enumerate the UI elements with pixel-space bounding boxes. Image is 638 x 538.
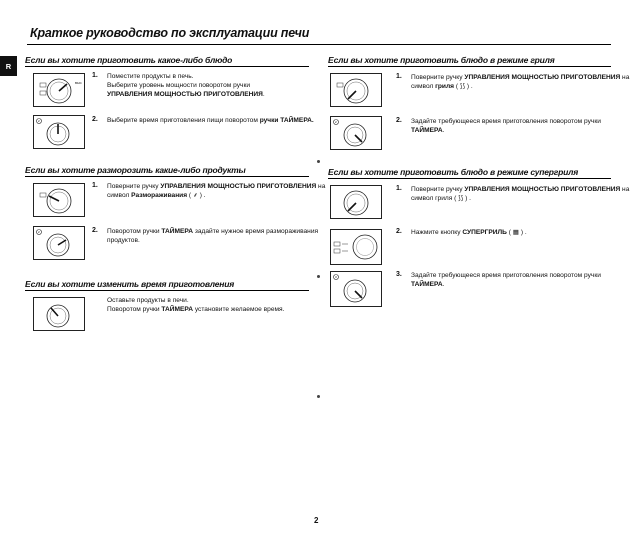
section-title-grill: Если вы хотите приготовить блюдо в режиме гриля (328, 55, 555, 65)
page-title: Краткое руководство по эксплуатации печи (30, 26, 310, 40)
power-dial-illustration (33, 183, 85, 217)
timer-dial-illustration (33, 226, 85, 260)
section-divider (328, 178, 611, 179)
timer-dial-illustration (330, 116, 382, 150)
supergrill-button-illustration (330, 229, 382, 265)
step-text: Поверните ручку УПРАВЛЕНИЯ МОЩНОСТЬЮ ПРИГОТОВЛЕНИЯ на символ гриля ( ⟆⟆ ) . (411, 74, 630, 90)
timer-dial-illustration (330, 271, 382, 307)
page-number: 2 (314, 516, 319, 525)
step-number: 2. (92, 116, 98, 123)
step-text: Оставьте продукты в печи. Поворотом ручки ТАЙМЕРА установите желаемое время. (107, 297, 285, 313)
svg-text:2: 2 (38, 230, 40, 235)
section-divider (25, 176, 309, 177)
language-tab: R (0, 56, 17, 76)
step-number: 2. (92, 227, 98, 234)
column-dot (317, 275, 320, 278)
step-text: Выберите время приготовления пищи поворотом ручки ТАЙМЕРА. (107, 117, 314, 124)
step-number: 1. (92, 182, 98, 189)
section-divider (25, 66, 309, 67)
step-number: 2. (396, 117, 402, 124)
power-dial-illustration (330, 185, 382, 219)
timer-dial-illustration (33, 115, 85, 149)
column-dot (317, 395, 320, 398)
power-dial-illustration (330, 73, 382, 107)
step-number: 3. (396, 271, 402, 278)
svg-text:3: 3 (335, 275, 337, 280)
step-number: 2. (396, 228, 402, 235)
step-number: 1. (396, 185, 402, 192)
section-title-change-time: Если вы хотите изменить время приготовления (25, 279, 235, 289)
step-text: Задайте требующееся время приготовления поворотом ручки ТАЙМЕРА. (411, 272, 601, 288)
svg-text:2: 2 (335, 120, 337, 125)
power-dial-illustration (33, 73, 85, 107)
step-text: Поверните ручку УПРАВЛЕНИЯ МОЩНОСТЬЮ ПРИГОТОВЛЕНИЯ на символ гриля ( ⟆⟆ ) . (411, 186, 630, 202)
step-text: Задайте требующееся время приготовления поворотом ручки ТАЙМЕРА. (411, 118, 601, 134)
step-text: Поместите продукты в печь. Выберите уровень мощности поворотом ручки УПРАВЛЕНИЯ МОЩНОСТЬЮ ПРИГОТОВЛЕНИЯ. (107, 73, 265, 98)
section-title-cook: Если вы хотите приготовить какое-либо блюдо (25, 55, 233, 65)
step-text: Поверните ручку УПРАВЛЕНИЯ МОЩНОСТЬЮ ПРИГОТОВЛЕНИЯ на символ Размораживания ( ⸙ ) . (107, 183, 326, 199)
step-number: 1. (396, 73, 402, 80)
timer-dial-illustration (33, 297, 85, 331)
section-title-defrost: Если вы хотите разморозить какие-либо продукты (25, 165, 246, 175)
step-number: 1. (92, 72, 98, 79)
section-divider (328, 66, 611, 67)
svg-text:2: 2 (38, 119, 40, 124)
section-title-supergrill: Если вы хотите приготовить блюдо в режиме супергриля (328, 167, 578, 177)
step-text: Поворотом ручки ТАЙМЕРА задайте нужное время размораживания продуктов. (107, 228, 319, 244)
step-text: Нажмите кнопку СУПЕРГРИЛЬ ( ▦ ) . (411, 229, 527, 236)
column-dot (317, 160, 320, 163)
svg-text:ВЫС: ВЫС (75, 81, 82, 85)
section-divider (25, 290, 309, 291)
title-divider (27, 44, 611, 45)
